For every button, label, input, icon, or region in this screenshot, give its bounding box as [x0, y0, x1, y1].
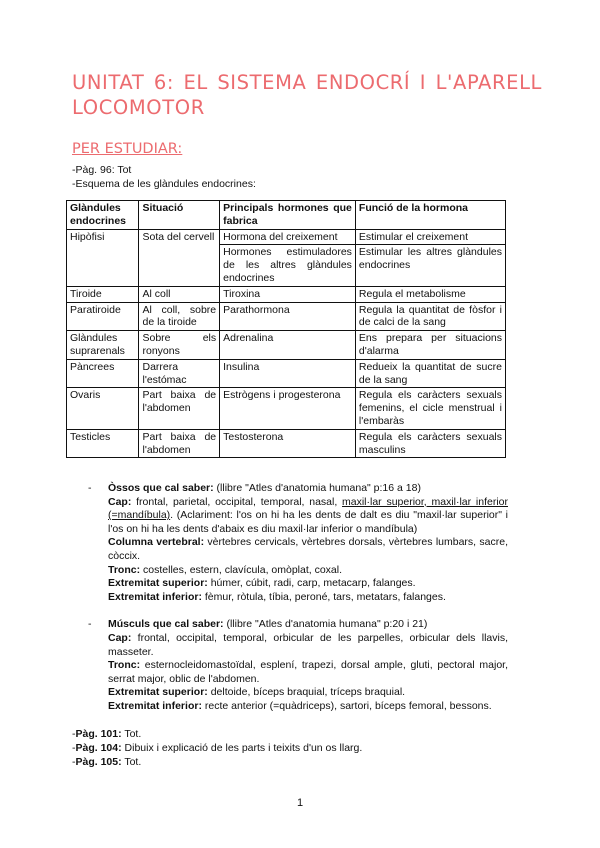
muscles-sup-label: Extremitat superior: [108, 686, 208, 699]
cell-location: Darrera l'estómac [139, 359, 220, 388]
cell-function: Redueix la quantitat de sucre de la sang [355, 359, 505, 388]
muscles-inf-text: recte anterior (=quàdriceps), sartori, bíceps femoral, bessons. [201, 699, 492, 712]
table-row [67, 286, 506, 302]
table-header-row [67, 201, 506, 230]
bones-inf-text: fèmur, ròtula, tíbia, peroné, tars, metatars, falanges. [201, 590, 446, 603]
table-row [67, 388, 506, 429]
header-function: Funció de la hormona [355, 201, 505, 230]
page-line [72, 741, 362, 755]
cell-function: Ens prepara per situacions d'alarma [355, 331, 505, 360]
cell-gland: Pàncrees [67, 359, 139, 388]
muscles-cap-text: frontal, occipital, temporal, orbicular de les parpelles, orbicular dels llavis, masseter. [108, 631, 508, 658]
cell-function: Estimular el creixement [355, 229, 505, 245]
page-list [72, 727, 362, 769]
cell-hormone: Testosterona [220, 429, 356, 458]
muscles-list [88, 618, 508, 713]
cell-function: Regula els caràcters sexuals femenins, el cicle menstrual i l'embaràs [355, 388, 505, 429]
page-line-text: Tot. [121, 728, 142, 740]
muscles-ref: (llibre "Atles d'anatomia humana" p:20 i 21) [223, 618, 428, 631]
page-title: UNITAT 6: EL SISTEMA ENDOCRÍ I L'APARELL LOCOMOTOR [72, 71, 542, 119]
muscles-cap-label: Cap: [108, 631, 132, 644]
page-line-prefix: - [72, 728, 76, 740]
cell-location: Sota del cervell [139, 229, 220, 286]
intro [72, 163, 256, 191]
cell-function: Regula la quantitat de fòsfor i de calci de la sang [355, 302, 505, 331]
table-row [67, 359, 506, 388]
header-gland: Glàndules endocrines [67, 201, 139, 230]
intro-line: -Pàg. 96: Tot [72, 164, 132, 176]
muscles-tronc-label: Tronc: [108, 659, 141, 672]
cell-gland: Hipòfisi [67, 229, 139, 286]
table-row [67, 429, 506, 458]
cell-hormone: Estrògens i progesterona [220, 388, 356, 429]
muscles-inf-label: Extremitat inferior: [108, 699, 202, 712]
bones-col-text: vèrtebres cervicals, vèrtebres dorsals, vèrtebres lumbars, sacre, còccix. [108, 536, 508, 562]
page-line-prefix: - [72, 742, 76, 754]
cell-gland: Glàndules suprarenals [67, 331, 139, 360]
bones-sup-label: Extremitat superior: [108, 577, 208, 590]
study-lists [88, 482, 508, 728]
bones-tronc-text: costelles, estern, clavícula, omòplat, coxal. [140, 563, 343, 576]
page-line-text: Dibuix i explicació de les parts i teixits d'un os llarg. [121, 742, 363, 754]
cell-hormone: Adrenalina [220, 331, 356, 360]
page-line-text: Tot. [121, 756, 142, 768]
page-line-label: Pàg. 105: [75, 756, 122, 768]
cell-gland: Paratiroide [67, 302, 139, 331]
cell-hormone: Hormona del creixement [220, 229, 356, 245]
page-line-label: Pàg. 104: [75, 742, 122, 754]
cell-gland: Testicles [67, 429, 139, 458]
cell-location: Sobre els ronyons [139, 331, 220, 360]
table-row [67, 302, 506, 331]
cell-function: Regula els caràcters sexuals masculins [355, 429, 505, 458]
table-row [67, 331, 506, 360]
endocrine-table [66, 200, 506, 458]
cell-hormone: Hormones estimuladores de les altres glàndules endocrines [220, 245, 356, 286]
page-line-label: Pàg. 101: [75, 728, 122, 740]
bones-cap-underlined: maxil·lar superior, maxil·lar inferior (=mandíbula) [108, 495, 508, 522]
page-line [72, 727, 362, 741]
cell-hormone: Tiroxina [220, 286, 356, 302]
header-location: Situació [139, 201, 220, 230]
bones-inf-label: Extremitat inferior: [108, 590, 202, 603]
cell-location: Al coll [139, 286, 220, 302]
page-number: 1 [296, 797, 304, 809]
bones-cap-note: . (Aclariment: l'os on hi ha les dents de dalt es diu "maxil·lar superior" i l'os on hi ha les dents d'abaix es diu maxil·lar inferior o mandíbula) [108, 509, 508, 535]
bones-list [88, 482, 508, 604]
bones-cap-text: frontal, parietal, occipital, temporal, nasal, [131, 495, 343, 508]
intro-line: -Esquema de les glàndules endocrines: [72, 178, 256, 190]
cell-location: Part baixa de l'abdomen [139, 388, 220, 429]
cell-hormone: Insulina [220, 359, 356, 388]
muscles-heading: Músculs que cal saber: [108, 618, 224, 631]
bones-ref: (llibre "Atles d'anatomia humana" p:16 a 18) [213, 482, 421, 494]
page-line [72, 755, 362, 769]
bones-heading: Òssos que cal saber: [108, 482, 214, 494]
cell-hormone: Parathormona [220, 302, 356, 331]
cell-location: Part baixa de l'abdomen [139, 429, 220, 458]
bones-sup-text: húmer, cúbit, radi, carp, metacarp, falanges. [207, 577, 416, 590]
cell-gland: Ovaris [67, 388, 139, 429]
bones-col-label: Columna vertebral: [108, 536, 205, 549]
cell-function: Regula el metabolisme [355, 286, 505, 302]
bullet-dash: - [88, 618, 92, 631]
bones-cap-label: Cap: [108, 495, 132, 508]
bones-tronc-label: Tronc: [108, 563, 141, 576]
page-line-prefix: - [72, 756, 76, 768]
cell-gland: Tiroide [67, 286, 139, 302]
bullet-dash: - [88, 482, 92, 494]
header-hormone: Principals hormones que fabrica [220, 201, 356, 230]
muscles-sup-text: deltoide, bíceps braquial, tríceps braquial. [207, 686, 406, 699]
cell-function: Estimular les altres glàndules endocrines [355, 245, 505, 286]
muscles-tronc-text: esternocleidomastoïdal, esplení, trapezi, dorsal ample, gluti, pectoral major, serrat major, oblic de l'abdomen. [108, 659, 508, 685]
cell-location: Al coll, sobre de la tiroide [139, 302, 220, 331]
table-row [67, 229, 506, 245]
section-heading: PER ESTUDIAR: [72, 141, 183, 157]
